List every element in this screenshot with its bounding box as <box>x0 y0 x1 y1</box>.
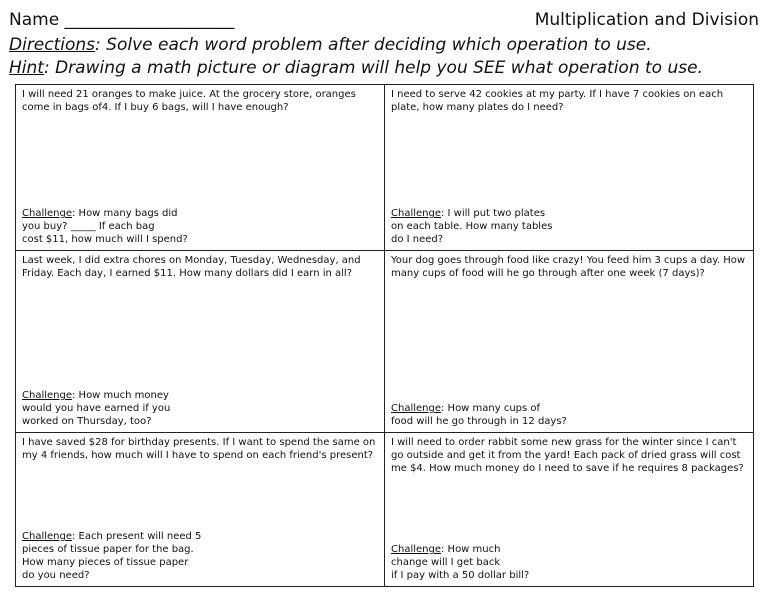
challenge-line: pieces of tissue paper for the bag. <box>22 544 194 555</box>
challenge-label: Challenge <box>22 208 72 219</box>
problem-cell-5 <box>16 433 385 586</box>
challenge-label: Challenge <box>391 208 441 219</box>
problem-text: I will need to order rabbit some new grass for the winter since I can't go outside and get it from the yard! Each pack of dried grass will cost me $4. How much money do I need to save if he requires 8 packages? <box>391 437 744 474</box>
challenge-line <box>22 530 362 543</box>
challenge-block <box>22 207 362 246</box>
challenge-text: : How much <box>441 544 501 555</box>
challenge-label: Challenge <box>22 390 72 401</box>
challenge-line: cost $11, how much will I spend? <box>22 234 188 245</box>
worksheet-header <box>9 10 759 36</box>
problem-grid <box>15 84 754 587</box>
challenge-line <box>391 543 731 556</box>
hint-text: : Drawing a math picture or diagram will help you SEE what operation to use. <box>43 58 703 78</box>
challenge-line: do I need? <box>391 234 444 245</box>
challenge-line: you buy? _____ If each bag <box>22 221 155 232</box>
challenge-block <box>391 543 731 582</box>
challenge-label: Challenge <box>391 403 441 414</box>
directions-label: Directions <box>9 35 96 55</box>
problem-text: I have saved $28 for birthday presents. If I want to spend the same on my 4 friends, how much will I have to spend on each friend's present? <box>22 437 376 461</box>
problem-cell-1 <box>16 85 385 251</box>
challenge-block <box>22 530 362 582</box>
worksheet-title: Multiplication and Division <box>534 10 759 30</box>
problem-cell-6 <box>385 433 753 586</box>
challenge-line: would you have earned if you <box>22 403 171 414</box>
challenge-label: Challenge <box>22 531 72 542</box>
problem-text: Your dog goes through food like crazy! You feed him 3 cups a day. How many cups of food will he go through after one week (7 days)? <box>391 255 746 279</box>
challenge-block <box>22 389 362 428</box>
challenge-line: worked on Thursday, too? <box>22 416 152 427</box>
name-line: Name ____________________ <box>9 10 235 30</box>
challenge-line: How many pieces of tissue paper <box>22 557 189 568</box>
challenge-line: food will he go through in 12 days? <box>391 416 567 427</box>
directions-text: : Solve each word problem after deciding which operation to use. <box>95 35 652 55</box>
challenge-text: : How many cups of <box>441 403 541 414</box>
hint-label: Hint <box>9 58 44 78</box>
hint-line <box>9 58 703 78</box>
directions-line <box>9 35 652 55</box>
challenge-text: : I will put two plates <box>441 208 546 219</box>
problem-text: I need to serve 42 cookies at my party. If I have 7 cookies on each plate, how many plates do I need? <box>391 89 724 113</box>
challenge-block <box>391 402 731 428</box>
challenge-text: : Each present will need 5 <box>72 531 202 542</box>
problem-cell-3 <box>16 251 385 433</box>
problem-text: Last week, I did extra chores on Monday, Tuesday, Wednesday, and Friday. Each day, I earned $11. How many dollars did I earn in all? <box>22 255 361 279</box>
challenge-line <box>22 389 362 402</box>
challenge-line: if I pay with a 50 dollar bill? <box>391 570 530 581</box>
problem-cell-4 <box>385 251 753 433</box>
problem-text: I will need 21 oranges to make juice. At the grocery store, oranges come in bags of4. If I buy 6 bags, will I have enough? <box>22 89 356 113</box>
challenge-text: : How many bags did <box>72 208 178 219</box>
challenge-line <box>391 207 731 220</box>
challenge-line <box>22 207 362 220</box>
challenge-label: Challenge <box>391 544 441 555</box>
problem-cell-2 <box>385 85 753 251</box>
challenge-text: : How much money <box>72 390 169 401</box>
challenge-line: change will I get back <box>391 557 501 568</box>
challenge-line: on each table. How many tables <box>391 221 553 232</box>
challenge-line: do you need? <box>22 570 90 581</box>
challenge-block <box>391 207 731 246</box>
challenge-line <box>391 402 731 415</box>
